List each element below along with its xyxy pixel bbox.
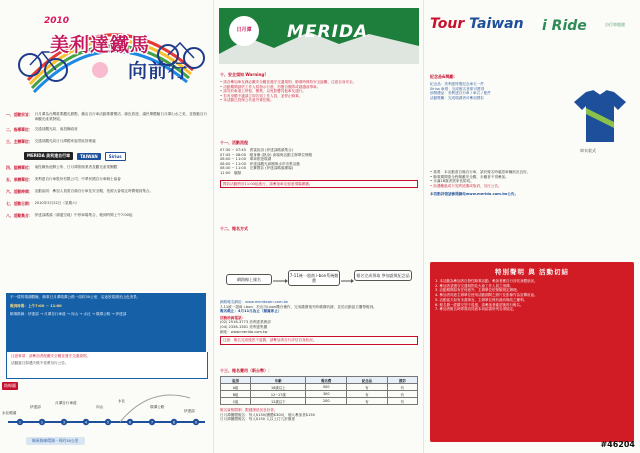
iride-subtitle: 自行車旅遊: [605, 22, 625, 27]
table-cell: 500: [306, 384, 347, 391]
watermark-id: #46204: [600, 440, 635, 449]
route-start-label: 水社碼頭: [2, 411, 17, 415]
reg-line: 7-11統一超商 i-bon：於店內i-bon機台操作，完成繳費後列印繳費收據，並於活動當日攜帶報到。: [220, 304, 377, 309]
info-item: [6, 213, 210, 219]
info-label: 一、活動宗旨：: [6, 112, 33, 117]
event-badge: [229, 16, 259, 46]
table-header: 組別: [221, 377, 251, 384]
contact-line: (04) 2358-1581 美利達集團: [220, 324, 268, 329]
footer-line: 報名資格限制：限健康狀況良好者。: [220, 408, 278, 412]
schedule-section: [220, 140, 418, 188]
fee-title: 十三、報名費用（新台幣）：: [220, 368, 272, 373]
notice-text: 注意事項：請參加者配戴安全帽並遵守交通規則。: [11, 354, 91, 358]
schedule-title: 十一、活動流程: [220, 140, 248, 145]
table-cell: 有: [347, 384, 388, 391]
iride-logo: i Ride: [542, 18, 587, 34]
merida-banner: [219, 8, 419, 64]
schedule-time: 08:30 ~ 11:00: [220, 166, 247, 171]
point-line: • 騎乘期間需全程佩戴安全帽，未戴者不得參加。: [430, 174, 509, 179]
goods-line: 紀念品：美利達特製紀念車衣一件: [430, 82, 484, 86]
table-header: 摸彩: [387, 377, 417, 384]
logo-year: 2010: [44, 16, 70, 26]
disclaimer-line: 2. 參加者須遵守交通規則及大會工作人員之指揮。: [435, 283, 513, 288]
info-text: 交通部觀光局、南投縣政府: [34, 127, 78, 132]
footer-line: 日月潭團體報名：每人$150(團體$300)，個人參加者$150: [220, 412, 315, 417]
flow-arrows: [226, 268, 412, 302]
safety-line: • 請各參加車友務必戴安全帽並遵守交通規則，騎乘時保持安全距離，注意自身安全。: [220, 80, 357, 84]
right-panel: [423, 0, 640, 453]
disclaimer-line: 6. 報名費一經繳交恕不退還，請參加者確認後再行報名。: [435, 302, 524, 307]
flow-step: 報名完成領取 參加證與紀念品: [354, 270, 412, 281]
registration-flow: [226, 268, 412, 302]
safety-line: • 請勿於車道上停留、聚集，以免影響其他車友通行。: [220, 89, 306, 94]
route-place: 月潭自行車道: [55, 401, 77, 405]
logo-title-line2: 向前行: [128, 60, 189, 82]
table-row: [221, 398, 418, 405]
goods-line: 活動獎勵：完成環湖者可參加摸彩: [430, 95, 484, 100]
disclaimer-box: [430, 262, 634, 442]
sponsor-logos: [430, 14, 635, 54]
info-item: [6, 189, 210, 195]
contact-title: 活動洽詢電話：: [220, 315, 246, 320]
table-cell: 有: [347, 391, 388, 398]
notice-text: 活動當日如遇天候不佳將另行公告。: [11, 360, 69, 365]
info-item: [6, 139, 210, 145]
goods-line: 抽獎禮品：美利達自行車 / 車衣 / 配件: [430, 91, 491, 96]
info-label: 七、活動日期：: [6, 201, 33, 207]
footer-line: 日月潭團體報名：每人$150 人以上打九折優惠: [220, 417, 295, 422]
info-text: 活動說明：參加人員需自備自行車及安全帽，依照大會規定時間報到集合。: [34, 188, 154, 193]
table-cell: 有: [347, 398, 388, 405]
schedule-item: 單車旅遊環湖: [249, 157, 272, 162]
info-list: [6, 112, 210, 226]
table-cell: 200: [306, 398, 347, 405]
info-label: 五、承辦單位：: [6, 176, 33, 182]
brand-logo: Sirius: [105, 152, 126, 161]
schedule-row: [220, 171, 418, 176]
tour-taiwan-logo: [430, 16, 524, 32]
middle-panel: [213, 0, 424, 453]
table-header: 報名費: [306, 377, 347, 384]
route-place: 伊達邵: [184, 409, 195, 413]
contact-line: 網址：www.merida.com.tw: [220, 329, 268, 334]
jersey-area: [430, 78, 635, 168]
table-header-row: [221, 377, 418, 384]
route-place: 伊達邵: [30, 405, 41, 409]
table-cell: 有: [387, 391, 417, 398]
table-header: 紀念品: [347, 377, 388, 384]
disclaimer-line: 4. 參加者同意主辦單位使用活動期間之照片及影像作為宣傳用途。: [435, 293, 538, 298]
fee-section: [220, 368, 418, 422]
registration-title: 十二、報名方式: [220, 226, 248, 231]
table-cell: 18歲以上: [251, 384, 306, 391]
table-row: [221, 391, 418, 398]
highlight-text: 不一樣的環湖體驗，騎乘日月潭環潭公路一周約30公里，沿途欣賞湖光山色美景。: [10, 295, 141, 299]
jersey-icon: [572, 88, 628, 144]
info-label: 六、活動時間：: [6, 188, 33, 194]
schedule-item: 貴賓致詞 (伊達邵碼頭集合): [249, 148, 294, 152]
info-label: 二、指導單位：: [6, 127, 33, 133]
disclaimer-line: 5. 活動當天如有未盡事宜，主辦單位保有最終修改之權利。: [435, 297, 527, 302]
route-station-number: 1: [18, 420, 22, 425]
fee-note: 注意：報名完成後恕不退費，請參加者自行評估自身狀況。: [220, 336, 418, 345]
route-station-number: 5: [106, 420, 110, 425]
registration-section: [220, 226, 418, 234]
schedule-item: 暖身操 (熱身) 會場與活動主辦單位簡報: [249, 152, 313, 157]
info-text: 南投縣魚池鄉公所、日月潭旅館業者及觀光產業團體: [34, 164, 118, 169]
route-station-number: 2: [40, 420, 44, 425]
reg-line: 報名截止：4月11日為止（額滿即止）: [220, 309, 282, 314]
route-place: 向山: [96, 405, 104, 409]
goods-title: 紀念品&獎勵：: [430, 74, 458, 79]
route-badge: 路線圖: [4, 383, 16, 388]
schedule-time: 08:00 ~ 11:00: [220, 157, 247, 162]
event-logo: [8, 10, 208, 110]
safety-line: • 本活動已投保公共意外責任險。: [220, 98, 274, 103]
goods-line: Sirius 車燈：完成報名者即可獲得: [430, 86, 485, 91]
reg-line: 網路報名網址：www.meridawin.com.tw: [220, 300, 288, 304]
jersey-caption: 車衣款式: [580, 148, 596, 153]
highlight-text: 報到時間：上午7:00 － 11:00: [10, 303, 62, 308]
brand-logo: MERIDA 美利達自行車: [24, 152, 73, 160]
safety-section: [220, 72, 418, 103]
flow-step: 7-11統一超商 i-bon系統繳費: [288, 270, 340, 286]
registration-details: [220, 300, 418, 345]
info-item: [6, 201, 210, 207]
route-footer: 騎乘路線環湖一周約30公里: [26, 437, 85, 445]
schedule-time: 07:45 ~ 08:00: [220, 152, 247, 157]
points-section: [430, 170, 628, 197]
safety-line: • 活動期間請依工作人員指示行進，勿擅自脫隊或超越前導車。: [220, 84, 321, 89]
table-cell: A組: [221, 384, 251, 391]
disclaimer-line: 1. 本活動為參加者自發性騎乘活動，參加者應自行評估身體狀況。: [435, 279, 538, 283]
highlight-text: 騎乘路線：伊達邵 → 月潭自行車道 → 向山 → 水社 → 環潭公路 → 伊達邵: [10, 312, 127, 317]
point-line: • 如遇颱風或天災將延期或取消，另行公告。: [430, 183, 502, 188]
point-line: • 未滿18歲者需家長陪同。: [430, 179, 474, 184]
route-station-number: 4: [84, 420, 88, 425]
notice-box: [6, 352, 208, 379]
brand-row: [24, 152, 210, 161]
disclaimer-line: 3. 活動期間如有任何意外，主辦單位依保險規定辦理。: [435, 288, 520, 293]
safety-title: 十、安全須知 Warning!: [220, 72, 267, 77]
route-station-number: 6: [128, 420, 132, 425]
schedule-time: 08:00 ~ 11:00: [220, 161, 247, 166]
route-station-number: 7: [150, 420, 154, 425]
route-station-number: 9: [194, 420, 198, 425]
brand-logo: TAIWAN: [77, 153, 101, 160]
disclaimer-title: 特別聲明 與 活動切結: [494, 268, 570, 276]
route-place: 環潭公路: [150, 405, 165, 409]
website-note: 本活動詳情請參閱網站www.merida.com.tw公告。: [430, 192, 519, 197]
schedule-time: 11:00: [220, 170, 231, 175]
point-line: • 重要：本活動需自備自行車，請於報名時確認車輛狀況良好。: [430, 170, 531, 174]
schedule-time: 07:30 ~ 07:45: [220, 148, 247, 152]
info-text: 日月潭為台灣重要觀光據點，藉由自行車活動推廣樂活、綠色旅遊，讓民眾體驗日月潭山水之美，並推動自行車觀光產業發展。: [34, 112, 208, 121]
table-cell: 12歲以下: [251, 398, 306, 405]
info-label: 四、協辦單位：: [6, 164, 33, 170]
route-place: 水社: [118, 399, 126, 403]
info-text: 美利達自行車股份有限公司、中華民國自行車騎士協會: [34, 176, 121, 181]
info-text: 交通部觀光局日月潭國家風景區管理處: [34, 139, 96, 144]
table-cell: 12~17歲: [251, 391, 306, 398]
flow-step: 網路線上報名: [226, 274, 272, 285]
schedule-item: 賦歸: [233, 170, 242, 175]
info-label: 八、活動集合：: [6, 213, 33, 219]
route-station-number: 3: [62, 420, 66, 425]
highlight-box: [6, 293, 206, 352]
table-header: 年齡: [251, 377, 306, 384]
info-item: [6, 127, 210, 133]
table-row: [221, 384, 418, 391]
table-cell: 有: [387, 384, 417, 391]
schedule-item: 伊達邵觀光商圈與水岸市集活動: [249, 161, 300, 166]
table-cell: 有: [387, 398, 417, 405]
event-badge-text: 日月潭: [236, 27, 252, 33]
disclaimer-line: 7. 參加者報名時即視同同意本切結書所列各項規定。: [435, 307, 517, 312]
table-cell: 300: [306, 391, 347, 398]
left-panel: [0, 0, 213, 453]
route-station-number: 8: [172, 420, 176, 425]
schedule-item: 完賽摸彩 (伊達邵碼頭廣場): [249, 166, 294, 171]
tour-word: Tour: [430, 16, 465, 32]
merida-wordmark: MERIDA: [287, 22, 369, 42]
fee-table: [220, 376, 418, 405]
safety-line: • 若有身體不適請立即告知工作人員，並停止騎乘。: [220, 93, 303, 98]
info-text: 伊達邵碼頭（湖邊空地）中停車場集合，報到時間上午7:00起: [34, 213, 133, 218]
info-item: [6, 165, 210, 171]
info-label: 三、主辦單位：: [6, 139, 33, 145]
logo-title-line1: 美利達鐵馬: [50, 34, 151, 56]
table-cell: B組: [221, 391, 251, 398]
info-text: 2010年5月22日（星期六）: [34, 201, 80, 206]
taiwan-word: Taiwan: [469, 16, 524, 32]
info-item: [6, 112, 210, 121]
contact-line: (02) 2516-3773 美利達業務部: [220, 320, 271, 325]
info-item: [6, 177, 210, 183]
table-cell: C組: [221, 398, 251, 405]
schedule-note: 摸彩活動將於11:00起進行，請參加車友留意現場廣播。: [220, 180, 418, 189]
